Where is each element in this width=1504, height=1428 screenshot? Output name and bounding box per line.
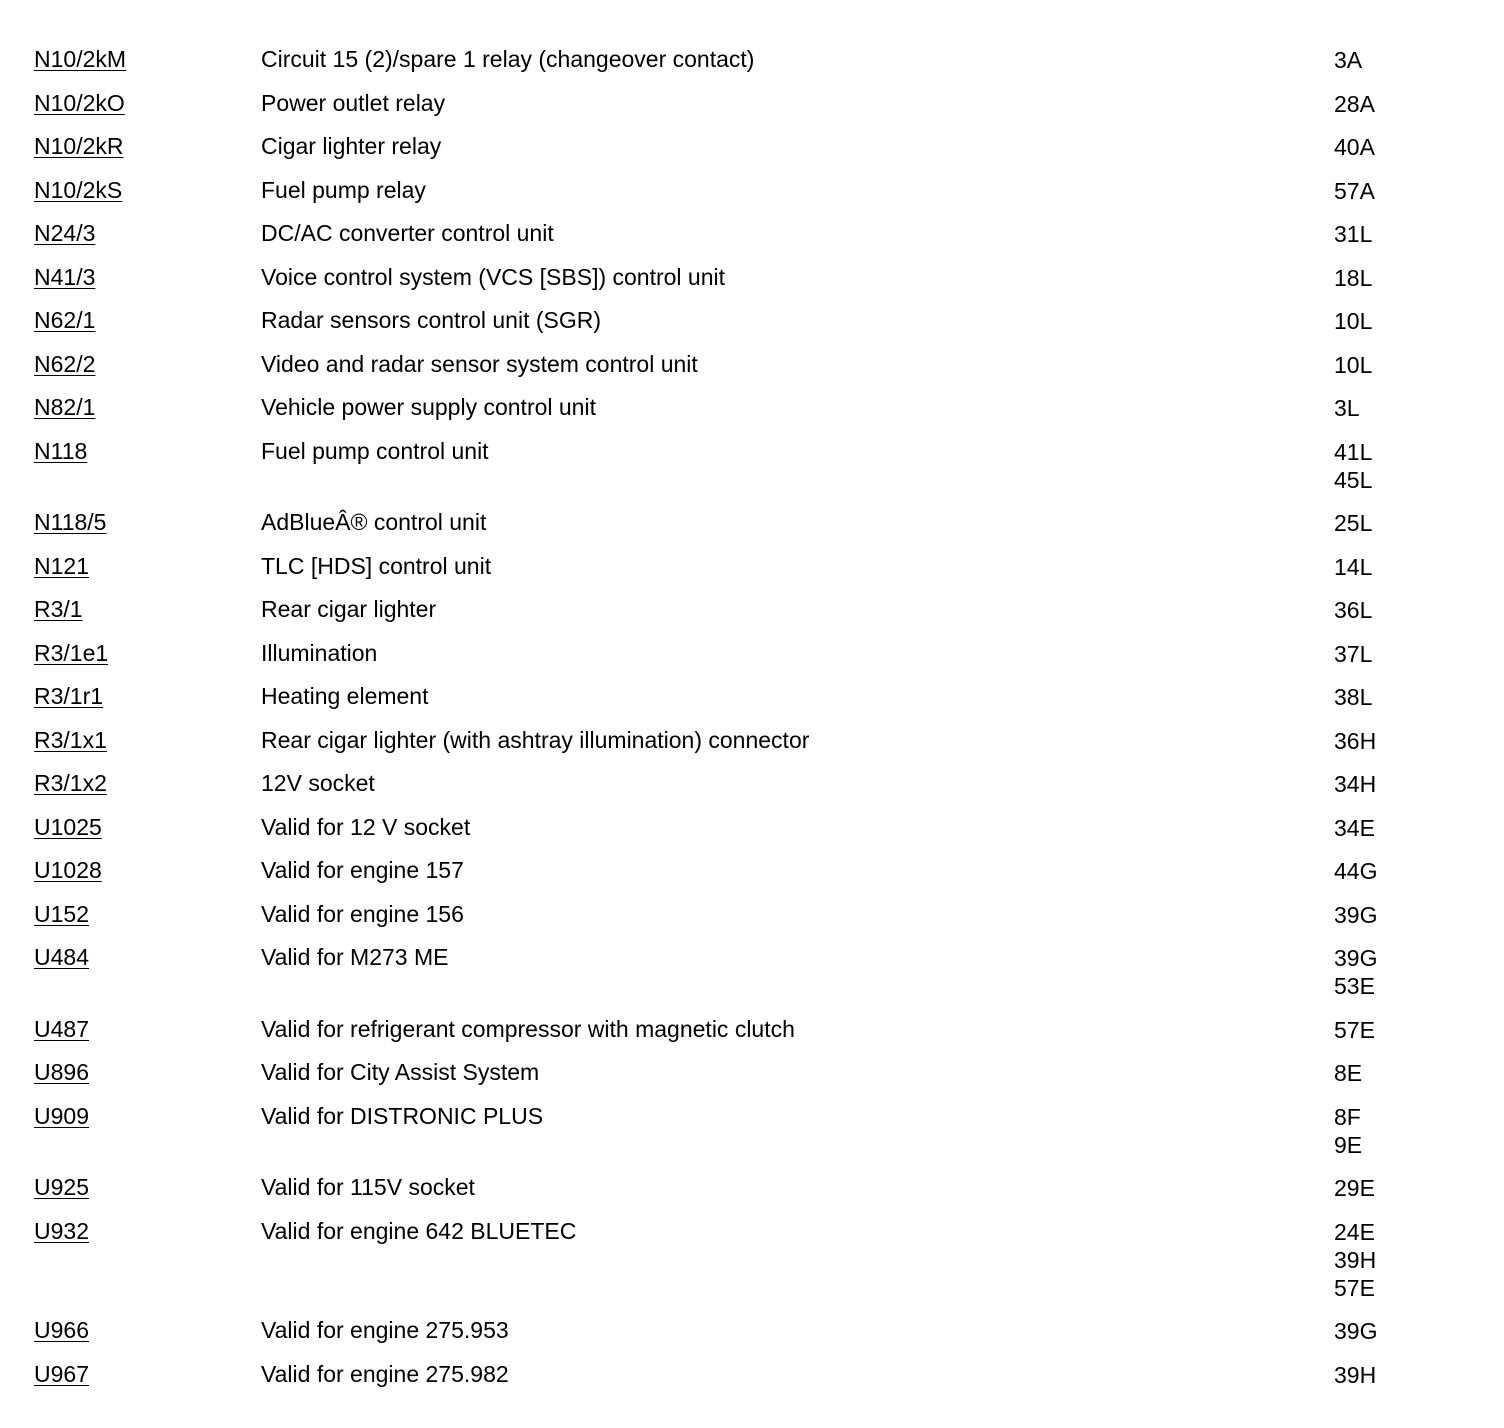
component-description: Valid for DISTRONIC PLUS (261, 1102, 544, 1129)
component-code-link[interactable]: R3/1x1 (34, 726, 107, 753)
grid-reference: 39G (1334, 901, 1378, 928)
grid-reference-cell (1334, 1016, 1375, 1044)
grid-reference-cell (1334, 683, 1372, 711)
grid-reference: 36L (1334, 597, 1373, 623)
component-description: Valid for engine 642 BLUETEC (261, 1217, 577, 1244)
grid-reference: 39H (1334, 1361, 1377, 1388)
component-code-link[interactable]: U152 (34, 900, 89, 927)
component-code-cell (0, 640, 261, 667)
grid-reference: 10L (1334, 351, 1373, 378)
component-description: Valid for engine 156 (261, 900, 464, 927)
component-code-cell (0, 944, 261, 971)
grid-reference-cell (1334, 770, 1376, 798)
component-code-cell (0, 509, 261, 536)
table-row (0, 438, 1504, 494)
component-description: Valid for refrigerant compressor with magnetic clutch (261, 1015, 795, 1042)
grid-reference: 41L (1334, 438, 1373, 465)
component-description: Rear cigar lighter (261, 596, 437, 622)
component-description: Fuel pump control unit (261, 437, 489, 464)
grid-reference: 14L (1334, 553, 1373, 580)
component-code-cell (0, 1016, 261, 1043)
component-description: Valid for engine 157 (261, 857, 464, 883)
component-code-link[interactable]: N10/2kS (34, 176, 123, 203)
grid-reference: 44G (1334, 858, 1378, 884)
table-row (0, 394, 1504, 422)
component-code-cell (0, 1361, 261, 1388)
grid-reference-cell (1334, 177, 1375, 205)
component-code-cell (0, 1103, 261, 1130)
grid-reference: 40A (1334, 134, 1375, 160)
grid-reference: 57E (1334, 1274, 1375, 1301)
table-row (0, 1361, 1504, 1389)
table-row (0, 133, 1504, 161)
component-code-link[interactable]: U484 (34, 944, 89, 970)
table-row (0, 1059, 1504, 1087)
component-code-cell (0, 553, 261, 580)
component-code-cell (0, 770, 261, 797)
grid-reference-cell (1334, 307, 1372, 335)
table-row (0, 1103, 1504, 1159)
grid-reference: 53E (1334, 973, 1375, 999)
grid-reference: 39G (1334, 945, 1378, 971)
grid-reference-cell (1334, 1218, 1376, 1302)
grid-reference: 18L (1334, 264, 1373, 291)
grid-reference-cell (1334, 438, 1372, 494)
component-description: Video and radar sensor system control unit (261, 350, 698, 377)
component-code-cell (0, 1174, 261, 1201)
table-row (0, 46, 1504, 74)
component-code-cell (0, 1218, 261, 1245)
table-row (0, 857, 1504, 885)
component-description: Voice control system (VCS [SBS]) control unit (261, 263, 726, 290)
grid-reference-cell (1334, 1059, 1362, 1087)
grid-reference-cell (1334, 814, 1375, 842)
grid-reference: 9E (1334, 1131, 1363, 1158)
grid-reference-cell (1334, 857, 1377, 885)
grid-reference-cell (1334, 944, 1377, 1000)
component-code-link[interactable]: U925 (34, 1174, 89, 1200)
component-code-link[interactable]: N118 (34, 437, 88, 464)
component-code-cell (0, 133, 261, 160)
component-description: Fuel pump relay (261, 176, 426, 203)
component-code-link[interactable]: N62/2 (34, 350, 96, 377)
component-description: Valid for engine 275.982 (261, 1360, 509, 1387)
component-description: Radar sensors control unit (SGR) (261, 307, 602, 333)
grid-reference-cell (1334, 901, 1377, 929)
grid-reference-cell (1334, 1174, 1375, 1202)
table-row (0, 553, 1504, 581)
component-code-link[interactable]: N10/2kO (34, 89, 125, 116)
table-row (0, 640, 1504, 668)
grid-reference: 29E (1334, 1175, 1375, 1201)
grid-reference: 57E (1334, 1016, 1375, 1043)
component-description: Illumination (261, 639, 378, 666)
component-description: AdBlueÂ® control unit (261, 509, 487, 535)
table-row (0, 90, 1504, 118)
component-code-link[interactable]: R3/1e1 (34, 639, 109, 666)
grid-reference-cell (1334, 220, 1372, 248)
grid-reference: 39H (1334, 1246, 1377, 1273)
component-code-cell (0, 727, 261, 754)
component-code-link[interactable]: U909 (34, 1102, 89, 1129)
component-code-link[interactable]: N24/3 (34, 220, 96, 246)
component-code-cell (0, 683, 261, 710)
component-description: Vehicle power supply control unit (261, 394, 596, 420)
grid-reference-cell (1334, 133, 1375, 161)
component-description: Valid for engine 275.953 (261, 1317, 509, 1343)
component-code-cell (0, 90, 261, 117)
component-code-link[interactable]: N82/1 (34, 394, 96, 420)
grid-reference-cell (1334, 553, 1372, 581)
component-code-link[interactable]: R3/1r1 (34, 683, 104, 709)
component-code-cell (0, 1317, 261, 1344)
component-code-link[interactable]: U966 (34, 1317, 89, 1343)
table-row (0, 1218, 1504, 1302)
component-code-cell (0, 46, 261, 73)
component-code-link[interactable]: N121 (34, 552, 89, 579)
grid-reference-cell (1334, 1317, 1377, 1345)
component-code-cell (0, 177, 261, 204)
component-code-cell (0, 438, 261, 465)
component-code-link[interactable]: U487 (34, 1015, 89, 1042)
component-code-link[interactable]: N10/2kM (34, 46, 127, 72)
component-description: TLC [HDS] control unit (261, 552, 492, 579)
table-row (0, 683, 1504, 711)
grid-reference: 31L (1334, 221, 1373, 247)
grid-reference: 34H (1334, 771, 1377, 797)
grid-reference: 8E (1334, 1060, 1363, 1086)
component-description: Cigar lighter relay (261, 133, 442, 159)
table-row (0, 307, 1504, 335)
grid-reference: 34E (1334, 814, 1375, 841)
component-code-cell (0, 1059, 261, 1086)
component-description: Valid for 12 V socket (261, 813, 471, 840)
component-code-link[interactable]: U932 (34, 1217, 89, 1244)
component-description: Valid for 115V socket (261, 1174, 475, 1200)
grid-reference: 25L (1334, 510, 1373, 536)
table-row (0, 770, 1504, 798)
component-code-link[interactable]: R3/1x2 (34, 770, 107, 796)
grid-reference: 10L (1334, 308, 1373, 334)
grid-reference: 8F (1334, 1103, 1361, 1130)
grid-reference-cell (1334, 509, 1372, 537)
grid-reference-cell (1334, 727, 1376, 755)
table-row (0, 264, 1504, 292)
component-description: DC/AC converter control unit (261, 220, 554, 246)
component-code-cell (0, 596, 261, 623)
grid-reference-cell (1334, 264, 1372, 292)
table-row (0, 509, 1504, 537)
grid-reference: 38L (1334, 684, 1373, 710)
component-code-link[interactable]: U1028 (34, 857, 102, 883)
component-description: Heating element (261, 683, 429, 709)
component-description: 12V socket (261, 770, 375, 796)
component-description: Rear cigar lighter (with ashtray illumination) connector (261, 726, 810, 753)
table-row (0, 814, 1504, 842)
grid-reference: 3A (1334, 47, 1363, 73)
component-code-link[interactable]: N118/5 (34, 509, 107, 535)
grid-reference-cell (1334, 394, 1360, 422)
component-code-link[interactable]: N41/3 (34, 263, 96, 290)
table-row (0, 1174, 1504, 1202)
component-code-link[interactable]: U896 (34, 1059, 89, 1085)
grid-reference: 24E (1334, 1218, 1375, 1245)
component-code-link[interactable]: N62/1 (34, 307, 96, 333)
grid-reference-cell (1334, 46, 1362, 74)
component-legend-table (0, 46, 1504, 1404)
component-code-cell (0, 307, 261, 334)
table-row (0, 1317, 1504, 1345)
grid-reference-cell (1334, 596, 1372, 624)
grid-reference-cell (1334, 1361, 1376, 1389)
grid-reference: 36H (1334, 727, 1377, 754)
table-row (0, 727, 1504, 755)
table-row (0, 220, 1504, 248)
component-code-cell (0, 814, 261, 841)
grid-reference: 57A (1334, 177, 1375, 204)
component-code-cell (0, 857, 261, 884)
component-code-cell (0, 901, 261, 928)
component-description: Power outlet relay (261, 89, 446, 116)
component-code-link[interactable]: U1025 (34, 813, 102, 840)
table-row (0, 177, 1504, 205)
component-code-cell (0, 394, 261, 421)
component-description: Circuit 15 (2)/spare 1 relay (changeover contact) (261, 46, 755, 72)
table-row (0, 351, 1504, 379)
component-code-link[interactable]: U967 (34, 1360, 89, 1387)
grid-reference: 39G (1334, 1318, 1378, 1344)
grid-reference-cell (1334, 351, 1372, 379)
component-code-cell (0, 220, 261, 247)
component-code-link[interactable]: N10/2kR (34, 133, 124, 159)
table-row (0, 596, 1504, 624)
grid-reference-cell (1334, 640, 1372, 668)
grid-reference: 45L (1334, 466, 1373, 493)
component-code-cell (0, 351, 261, 378)
grid-reference-cell (1334, 90, 1375, 118)
component-code-cell (0, 264, 261, 291)
component-description: Valid for City Assist System (261, 1059, 540, 1085)
table-row (0, 901, 1504, 929)
grid-reference: 3L (1334, 395, 1360, 421)
grid-reference-cell (1334, 1103, 1362, 1159)
table-row (0, 1016, 1504, 1044)
grid-reference: 28A (1334, 90, 1375, 117)
component-code-link[interactable]: R3/1 (34, 596, 83, 622)
component-description: Valid for M273 ME (261, 944, 449, 970)
table-row (0, 944, 1504, 1000)
grid-reference: 37L (1334, 640, 1373, 667)
